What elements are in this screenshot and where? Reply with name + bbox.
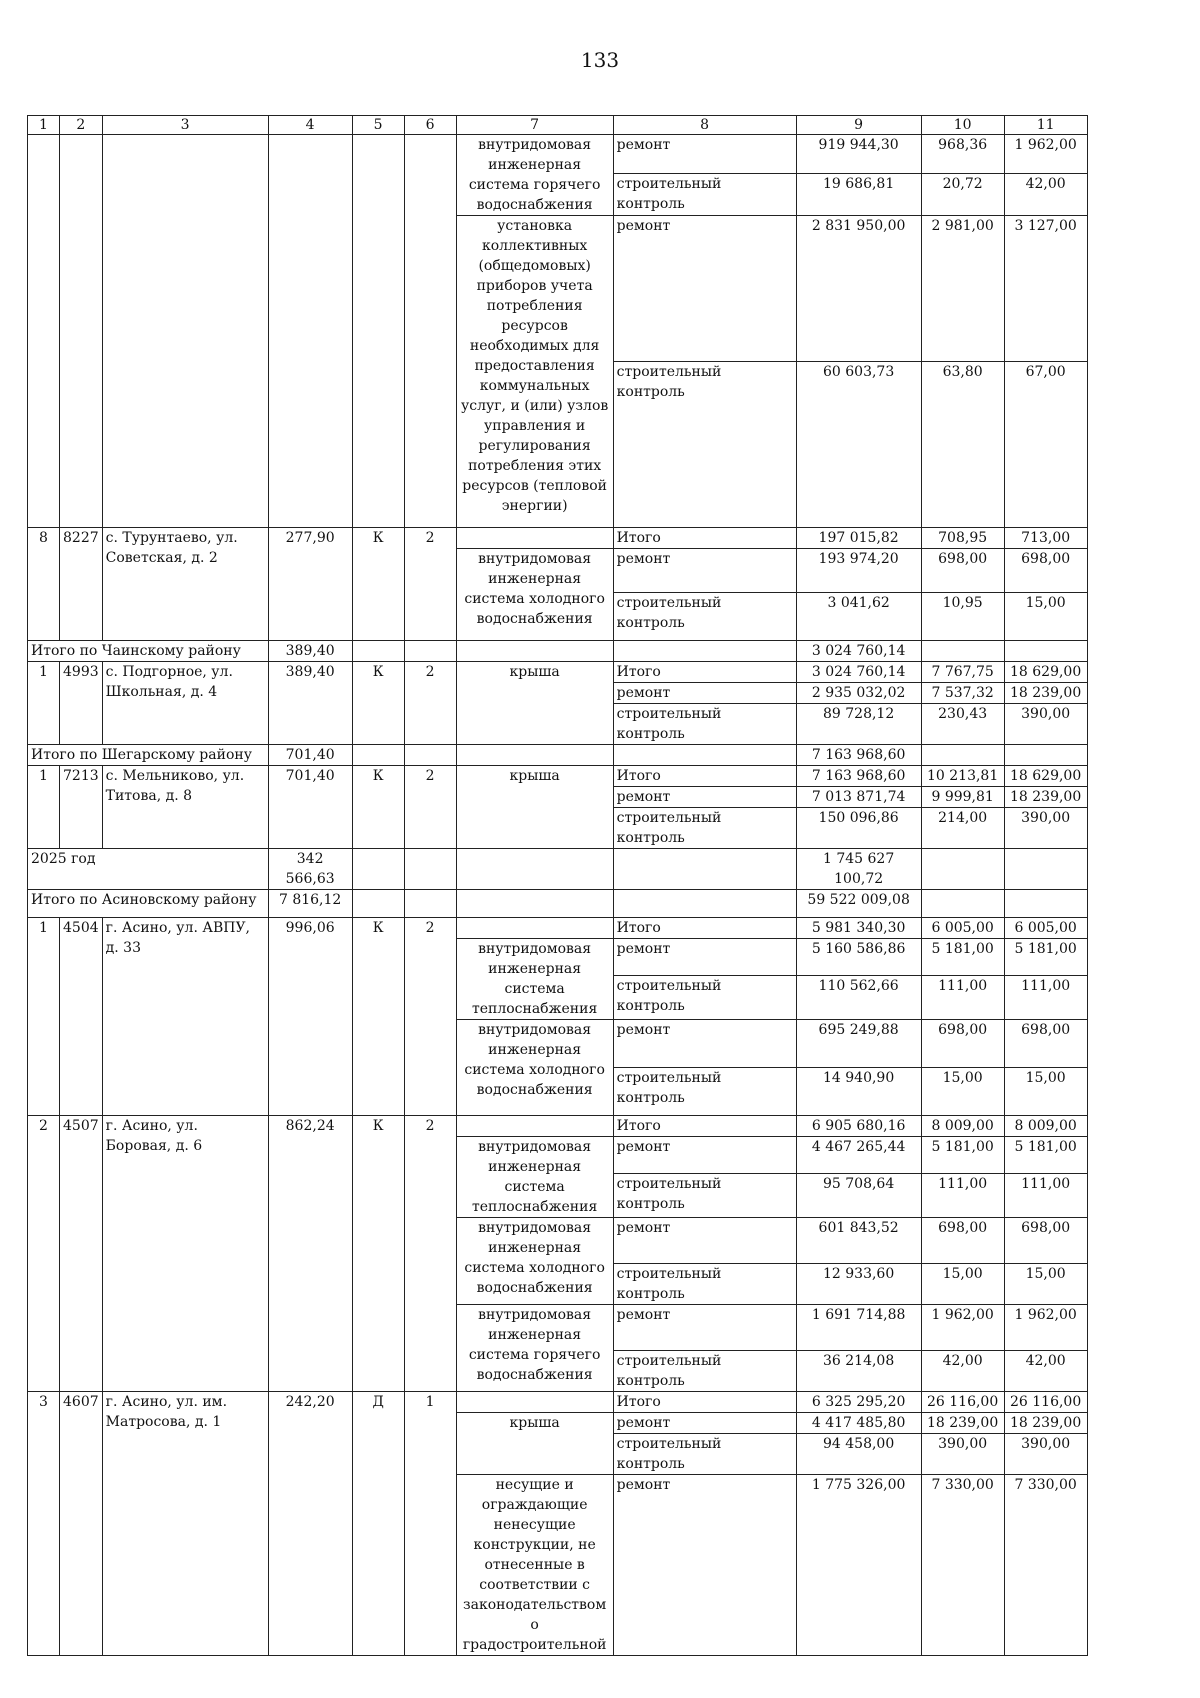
unit-cost-cell: 698,00: [921, 549, 1004, 593]
limit-cost-cell: 18 629,00: [1004, 662, 1087, 683]
unit-cost-cell: 7 537,32: [921, 683, 1004, 704]
unit-cost-cell: 10 213,81: [921, 766, 1004, 787]
table-row: [28, 918, 1088, 939]
table-row: [28, 1392, 1088, 1413]
blank-cell: [921, 890, 1004, 918]
header-cell: 3: [102, 116, 268, 135]
unit-cost-cell: 5 181,00: [921, 1137, 1004, 1174]
area-cell: 389,40: [268, 641, 352, 662]
limit-cost-cell: 713,00: [1004, 528, 1087, 549]
blank-cell: [613, 849, 796, 890]
limit-cost-cell: 390,00: [1004, 1434, 1087, 1475]
unit-cost-cell: 230,43: [921, 704, 1004, 745]
material-cell: К: [352, 1116, 404, 1392]
row-label: строительный контроль: [613, 1068, 796, 1116]
year-total-row: [28, 849, 1088, 890]
item-number: 3: [28, 1392, 60, 1656]
blank-cell: [456, 528, 613, 549]
unit-cost-cell: 968,36: [921, 135, 1004, 174]
blank-cell: [404, 890, 456, 918]
row-label: ремонт: [613, 1475, 796, 1656]
cost-cell: 4 417 485,80: [796, 1413, 921, 1434]
limit-cost-cell: 3 127,00: [1004, 216, 1087, 362]
blank-cell: [268, 135, 352, 528]
floors-cell: 2: [404, 918, 456, 1116]
limit-cost-cell: 8 009,00: [1004, 1116, 1087, 1137]
item-number: 1: [28, 918, 60, 1116]
district-total-label: Итого по Асиновскому району: [28, 890, 269, 918]
area-cell: 242,20: [268, 1392, 352, 1656]
cost-cell: 7 013 871,74: [796, 787, 921, 808]
cost-cell: 94 458,00: [796, 1434, 921, 1475]
cost-cell: 193 974,20: [796, 549, 921, 593]
unit-cost-cell: 390,00: [921, 1434, 1004, 1475]
work-type-cell: внутридомовая инженерная система горячего водоснабжения: [456, 135, 613, 216]
area-cell: 701,40: [268, 766, 352, 849]
area-cell: 862,24: [268, 1116, 352, 1392]
area-cell: 996,06: [268, 918, 352, 1116]
address-cell: г. Асино, ул. Боровая, д. 6: [102, 1116, 268, 1392]
limit-cost-cell: 18 239,00: [1004, 787, 1087, 808]
unit-cost-cell: 20,72: [921, 173, 1004, 215]
unit-cost-cell: 26 116,00: [921, 1392, 1004, 1413]
table-row: [28, 135, 1088, 174]
material-cell: Д: [352, 1392, 404, 1656]
header-cell: 11: [1004, 116, 1087, 135]
unit-cost-cell: 214,00: [921, 808, 1004, 849]
blank-cell: [1004, 849, 1087, 890]
row-label: ремонт: [613, 549, 796, 593]
blank-cell: [352, 849, 404, 890]
cost-cell: 150 096,86: [796, 808, 921, 849]
blank-cell: [102, 135, 268, 528]
row-label: ремонт: [613, 787, 796, 808]
blank-cell: [28, 135, 60, 528]
cost-cell: 919 944,30: [796, 135, 921, 174]
cost-cell: 2 831 950,00: [796, 216, 921, 362]
cost-cell: 12 933,60: [796, 1264, 921, 1305]
house-code: 4507: [60, 1116, 103, 1392]
unit-cost-cell: 42,00: [921, 1351, 1004, 1392]
limit-cost-cell: 5 181,00: [1004, 1137, 1087, 1174]
row-label: строительный контроль: [613, 808, 796, 849]
item-number: 2: [28, 1116, 60, 1392]
cost-cell: 6 325 295,20: [796, 1392, 921, 1413]
header-cell: 10: [921, 116, 1004, 135]
header-cell: 6: [404, 116, 456, 135]
item-number: 1: [28, 662, 60, 745]
cost-cell: 59 522 009,08: [796, 890, 921, 918]
house-code: 4993: [60, 662, 103, 745]
table-row: [28, 766, 1088, 787]
row-label: ремонт: [613, 1305, 796, 1351]
blank-cell: [456, 745, 613, 766]
row-label: Итого: [613, 528, 796, 549]
blank-cell: [404, 849, 456, 890]
limit-cost-cell: 1 962,00: [1004, 1305, 1087, 1351]
address-cell: с. Подгорное, ул. Школьная, д. 4: [102, 662, 268, 745]
unit-cost-cell: 111,00: [921, 1173, 1004, 1217]
area-cell: 342 566,63: [268, 849, 352, 890]
row-label: строительный контроль: [613, 1173, 796, 1217]
cost-cell: 19 686,81: [796, 173, 921, 215]
unit-cost-cell: 15,00: [921, 1068, 1004, 1116]
item-number: 8: [28, 528, 60, 641]
address-cell: г. Асино, ул. АВПУ, д. 33: [102, 918, 268, 1116]
district-total-label: Итого по Шегарскому району: [28, 745, 269, 766]
blank-cell: [404, 745, 456, 766]
cost-cell: 197 015,82: [796, 528, 921, 549]
item-number: 1: [28, 766, 60, 849]
work-type-cell: несущие и ограждающие ненесущие конструкции, не отнесенные в соответствии с законодательством о градостроительной: [456, 1475, 613, 1656]
blank-cell: [921, 641, 1004, 662]
cost-cell: 695 249,88: [796, 1020, 921, 1068]
blank-cell: [352, 641, 404, 662]
row-label: строительный контроль: [613, 1434, 796, 1475]
header-row: [28, 116, 1088, 135]
limit-cost-cell: 26 116,00: [1004, 1392, 1087, 1413]
work-type-cell: внутридомовая инженерная система холодного водоснабжения: [456, 1020, 613, 1116]
limit-cost-cell: 42,00: [1004, 173, 1087, 215]
cost-cell: 4 467 265,44: [796, 1137, 921, 1174]
blank-cell: [352, 890, 404, 918]
blank-cell: [60, 135, 103, 528]
cost-cell: 2 935 032,02: [796, 683, 921, 704]
cost-cell: 1 691 714,88: [796, 1305, 921, 1351]
row-label: ремонт: [613, 1413, 796, 1434]
cost-cell: 5 981 340,30: [796, 918, 921, 939]
work-type-cell: крыша: [456, 1413, 613, 1475]
row-label: строительный контроль: [613, 704, 796, 745]
floors-cell: 2: [404, 1116, 456, 1392]
page-number: 133: [580, 48, 620, 72]
work-type-cell: внутридомовая инженерная система холодного водоснабжения: [456, 549, 613, 641]
cost-cell: 7 163 968,60: [796, 745, 921, 766]
work-type-cell: внутридомовая инженерная система холодного водоснабжения: [456, 1218, 613, 1305]
limit-cost-cell: 698,00: [1004, 1020, 1087, 1068]
cost-cell: 3 024 760,14: [796, 662, 921, 683]
house-code: 8227: [60, 528, 103, 641]
limit-cost-cell: 18 239,00: [1004, 1413, 1087, 1434]
cost-cell: 6 905 680,16: [796, 1116, 921, 1137]
table-row: [28, 528, 1088, 549]
address-cell: с. Турунтаево, ул. Советская, д. 2: [102, 528, 268, 641]
limit-cost-cell: 7 330,00: [1004, 1475, 1087, 1656]
limit-cost-cell: 6 005,00: [1004, 918, 1087, 939]
cost-cell: 3 024 760,14: [796, 641, 921, 662]
row-label: ремонт: [613, 216, 796, 362]
material-cell: К: [352, 662, 404, 745]
row-label: Итого: [613, 766, 796, 787]
unit-cost-cell: 2 981,00: [921, 216, 1004, 362]
limit-cost-cell: 18 239,00: [1004, 683, 1087, 704]
cost-cell: 3 041,62: [796, 593, 921, 641]
blank-cell: [1004, 745, 1087, 766]
row-label: Итого: [613, 1116, 796, 1137]
cost-cell: 36 214,08: [796, 1351, 921, 1392]
work-type-cell: внутридомовая инженерная система теплоснабжения: [456, 939, 613, 1020]
unit-cost-cell: 111,00: [921, 975, 1004, 1019]
address-cell: г. Асино, ул. им. Матросова, д. 1: [102, 1392, 268, 1656]
blank-cell: [613, 890, 796, 918]
row-label: строительный контроль: [613, 362, 796, 528]
row-label: строительный контроль: [613, 593, 796, 641]
row-label: ремонт: [613, 1218, 796, 1264]
cost-cell: 14 940,90: [796, 1068, 921, 1116]
header-cell: 7: [456, 116, 613, 135]
blank-cell: [456, 890, 613, 918]
blank-cell: [456, 641, 613, 662]
area-cell: 277,90: [268, 528, 352, 641]
row-label: строительный контроль: [613, 173, 796, 215]
unit-cost-cell: 10,95: [921, 593, 1004, 641]
unit-cost-cell: 18 239,00: [921, 1413, 1004, 1434]
cost-cell: 7 163 968,60: [796, 766, 921, 787]
header-cell: 4: [268, 116, 352, 135]
limit-cost-cell: 15,00: [1004, 1264, 1087, 1305]
row-label: строительный контроль: [613, 1351, 796, 1392]
table-row: [28, 662, 1088, 683]
row-label: Итого: [613, 1392, 796, 1413]
limit-cost-cell: 42,00: [1004, 1351, 1087, 1392]
limit-cost-cell: 111,00: [1004, 975, 1087, 1019]
capital-repair-table: [27, 115, 1088, 1656]
house-code: 4504: [60, 918, 103, 1116]
row-label: строительный контроль: [613, 1264, 796, 1305]
blank-cell: [613, 745, 796, 766]
blank-cell: [456, 1116, 613, 1137]
limit-cost-cell: 15,00: [1004, 1068, 1087, 1116]
cost-cell: 601 843,52: [796, 1218, 921, 1264]
district-total-row: [28, 745, 1088, 766]
limit-cost-cell: 390,00: [1004, 808, 1087, 849]
floors-cell: 2: [404, 662, 456, 745]
limit-cost-cell: 698,00: [1004, 549, 1087, 593]
year-total-label: 2025 год: [28, 849, 269, 890]
district-total-label: Итого по Чаинскому району: [28, 641, 269, 662]
floors-cell: 1: [404, 1392, 456, 1656]
blank-cell: [1004, 890, 1087, 918]
header-cell: 1: [28, 116, 60, 135]
material-cell: К: [352, 918, 404, 1116]
limit-cost-cell: 18 629,00: [1004, 766, 1087, 787]
unit-cost-cell: 708,95: [921, 528, 1004, 549]
unit-cost-cell: 5 181,00: [921, 939, 1004, 976]
blank-cell: [404, 641, 456, 662]
unit-cost-cell: 7 330,00: [921, 1475, 1004, 1656]
limit-cost-cell: 67,00: [1004, 362, 1087, 528]
work-type-cell: крыша: [456, 662, 613, 745]
row-label: ремонт: [613, 1137, 796, 1174]
unit-cost-cell: 698,00: [921, 1020, 1004, 1068]
material-cell: К: [352, 528, 404, 641]
cost-cell: 1 745 627 100,72: [796, 849, 921, 890]
unit-cost-cell: 6 005,00: [921, 918, 1004, 939]
address-cell: с. Мельниково, ул. Титова, д. 8: [102, 766, 268, 849]
cost-cell: 1 775 326,00: [796, 1475, 921, 1656]
unit-cost-cell: 7 767,75: [921, 662, 1004, 683]
row-label: Итого: [613, 662, 796, 683]
table-row: [28, 1116, 1088, 1137]
area-cell: 701,40: [268, 745, 352, 766]
house-code: 7213: [60, 766, 103, 849]
unit-cost-cell: 63,80: [921, 362, 1004, 528]
floors-cell: 2: [404, 766, 456, 849]
blank-cell: [404, 135, 456, 528]
header-cell: 2: [60, 116, 103, 135]
limit-cost-cell: 5 181,00: [1004, 939, 1087, 976]
district-total-row: [28, 641, 1088, 662]
work-type-cell: установка коллективных (общедомовых) приборов учета потребления ресурсов необходимых для предоставления коммунальных услуг, и (или) узлов управления и регулирования потребления этих ресурсов (тепловой энергии): [456, 216, 613, 528]
header-cell: 8: [613, 116, 796, 135]
blank-cell: [352, 745, 404, 766]
floors-cell: 2: [404, 528, 456, 641]
area-cell: 7 816,12: [268, 890, 352, 918]
cost-cell: 95 708,64: [796, 1173, 921, 1217]
cost-cell: 60 603,73: [796, 362, 921, 528]
row-label: строительный контроль: [613, 975, 796, 1019]
work-type-cell: внутридомовая инженерная система теплоснабжения: [456, 1137, 613, 1218]
blank-cell: [456, 918, 613, 939]
row-label: ремонт: [613, 683, 796, 704]
limit-cost-cell: 1 962,00: [1004, 135, 1087, 174]
cost-cell: 5 160 586,86: [796, 939, 921, 976]
blank-cell: [921, 849, 1004, 890]
work-type-cell: внутридомовая инженерная система горячего водоснабжения: [456, 1305, 613, 1392]
blank-cell: [352, 135, 404, 528]
unit-cost-cell: 1 962,00: [921, 1305, 1004, 1351]
house-code: 4607: [60, 1392, 103, 1656]
row-label: ремонт: [613, 1020, 796, 1068]
header-cell: 9: [796, 116, 921, 135]
unit-cost-cell: 698,00: [921, 1218, 1004, 1264]
district-total-row: [28, 890, 1088, 918]
material-cell: К: [352, 766, 404, 849]
unit-cost-cell: 9 999,81: [921, 787, 1004, 808]
area-cell: 389,40: [268, 662, 352, 745]
row-label: ремонт: [613, 135, 796, 174]
unit-cost-cell: 15,00: [921, 1264, 1004, 1305]
limit-cost-cell: 111,00: [1004, 1173, 1087, 1217]
row-label: ремонт: [613, 939, 796, 976]
limit-cost-cell: 698,00: [1004, 1218, 1087, 1264]
limit-cost-cell: 15,00: [1004, 593, 1087, 641]
row-label: Итого: [613, 918, 796, 939]
cost-cell: 89 728,12: [796, 704, 921, 745]
limit-cost-cell: 390,00: [1004, 704, 1087, 745]
blank-cell: [456, 849, 613, 890]
blank-cell: [1004, 641, 1087, 662]
unit-cost-cell: 8 009,00: [921, 1116, 1004, 1137]
work-type-cell: крыша: [456, 766, 613, 849]
blank-cell: [613, 641, 796, 662]
blank-cell: [456, 1392, 613, 1413]
header-cell: 5: [352, 116, 404, 135]
blank-cell: [921, 745, 1004, 766]
cost-cell: 110 562,66: [796, 975, 921, 1019]
